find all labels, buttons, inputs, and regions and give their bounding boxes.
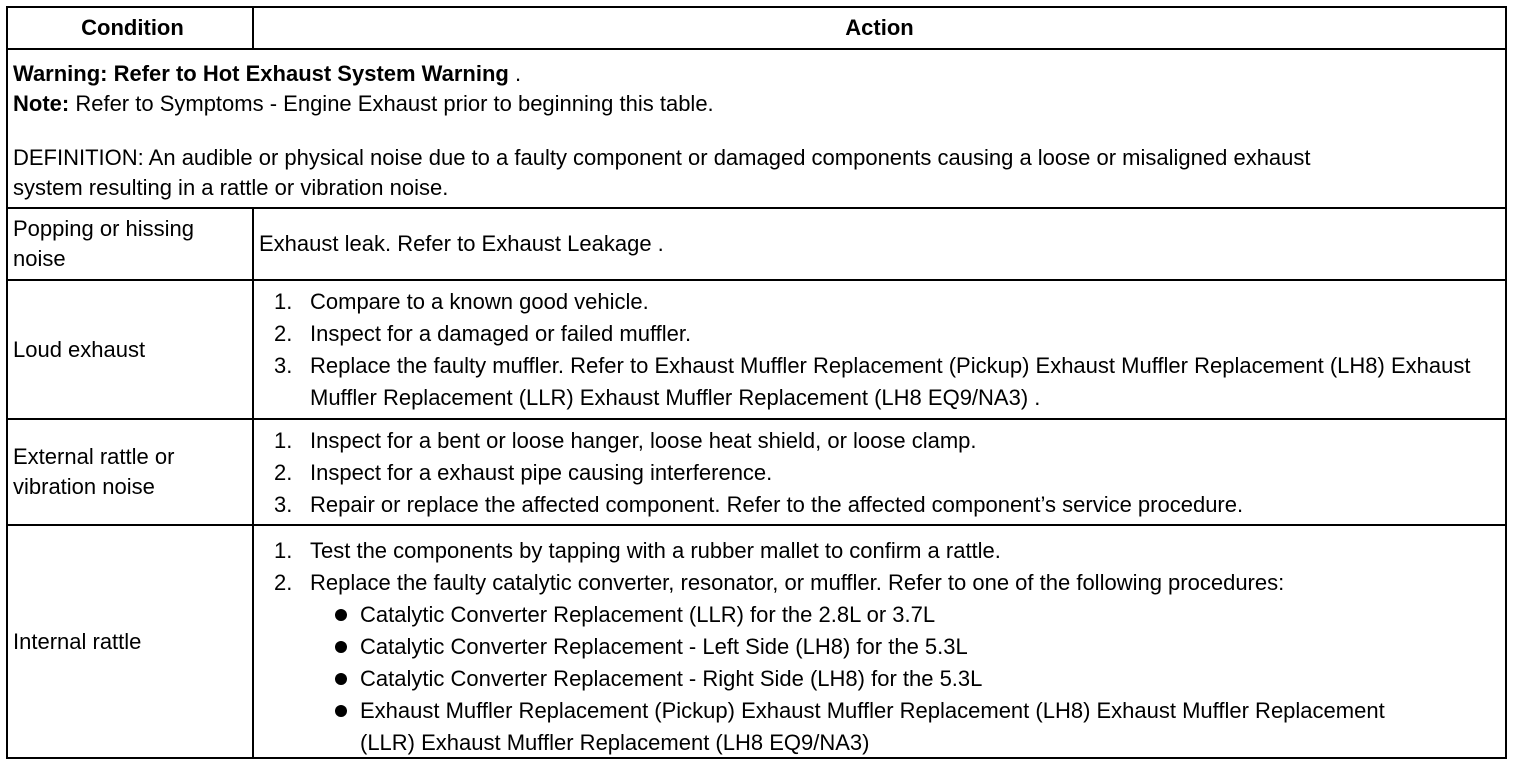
header-condition: Condition xyxy=(8,8,254,48)
step-text: Inspect for a exhaust pipe causing interference. xyxy=(310,460,773,485)
note-text: Refer to Symptoms - Engine Exhaust prior to beginning this table. xyxy=(69,91,714,116)
step-list xyxy=(254,535,1505,759)
step-text: Replace the faulty muffler. Refer to Exhaust Muffler Replacement (Pickup) Exhaust Muffler Replacement (LH8) Exhaust Muffler Replacement (LLR) Exhaust Muffler Replacement (LH8 EQ9/NA3) . xyxy=(310,353,1471,410)
definition-line-2: system resulting in a rattle or vibration noise. xyxy=(13,175,449,200)
step-list xyxy=(254,286,1505,414)
action-cell xyxy=(254,420,1505,524)
step-number: 1. xyxy=(274,289,293,314)
step-text: Test the components by tapping with a rubber mallet to confirm a rattle. xyxy=(310,538,1001,563)
procedure-item xyxy=(310,695,1505,759)
procedure-item xyxy=(310,599,1505,631)
warning-label: Warning: Refer to Hot Exhaust System Warning xyxy=(13,61,509,86)
step-item xyxy=(254,350,1505,414)
bullet-icon xyxy=(335,673,347,685)
procedure-item xyxy=(310,631,1505,663)
procedure-text: Exhaust Muffler Replacement (Pickup) Exhaust Muffler Replacement (LH8) Exhaust Muffler Replacement (LLR) Exhaust Muffler Replacement (LH8 EQ9/NA3) xyxy=(360,698,1385,755)
intro-row xyxy=(8,50,1505,209)
table-row xyxy=(8,209,1505,281)
condition-cell: Loud exhaust xyxy=(8,281,254,418)
table-header-row xyxy=(8,8,1505,50)
procedure-text: Catalytic Converter Replacement (LLR) for the 2.8L or 3.7L xyxy=(360,602,936,627)
step-text: Inspect for a bent or loose hanger, loose heat shield, or loose clamp. xyxy=(310,428,977,453)
condition-cell: Popping or hissing noise xyxy=(8,209,254,279)
diagnostic-table xyxy=(6,6,1507,759)
definition-line-1: DEFINITION: An audible or physical noise due to a faulty component or damaged components causing a loose or misaligned exhaust xyxy=(13,145,1311,170)
procedure-list xyxy=(310,599,1505,759)
step-number: 1. xyxy=(274,538,293,563)
note-line xyxy=(13,89,1505,119)
step-item xyxy=(254,286,1505,318)
step-text: Repair or replace the affected component. Refer to the affected component’s service procedure. xyxy=(310,492,1244,517)
step-number: 1. xyxy=(274,428,293,453)
step-number: 2. xyxy=(274,570,293,595)
step-number: 3. xyxy=(274,353,293,378)
step-item xyxy=(254,535,1505,567)
step-text: Replace the faulty catalytic converter, resonator, or muffler. Refer to one of the following procedures: xyxy=(310,570,1285,595)
bullet-icon xyxy=(335,609,347,621)
step-text: Inspect for a damaged or failed muffler. xyxy=(310,321,692,346)
table-row xyxy=(8,420,1505,526)
action-cell: Exhaust leak. Refer to Exhaust Leakage . xyxy=(259,231,664,256)
bullet-icon xyxy=(335,641,347,653)
header-action: Action xyxy=(845,15,914,40)
step-number: 2. xyxy=(274,321,293,346)
step-item xyxy=(254,318,1505,350)
action-cell xyxy=(254,281,1505,418)
step-text: Compare to a known good vehicle. xyxy=(310,289,649,314)
step-item xyxy=(254,425,1505,457)
table-row xyxy=(8,526,1505,757)
condition-cell: Internal rattle xyxy=(8,526,254,757)
procedure-text: Catalytic Converter Replacement - Left Side (LH8) for the 5.3L xyxy=(360,634,968,659)
warning-tail: . xyxy=(508,61,522,86)
procedure-item xyxy=(310,663,1505,695)
step-list xyxy=(254,425,1505,521)
step-item xyxy=(254,457,1505,489)
intro-cell xyxy=(8,50,1505,207)
procedure-text: Catalytic Converter Replacement - Right Side (LH8) for the 5.3L xyxy=(360,666,983,691)
step-item xyxy=(254,489,1505,521)
table-row xyxy=(8,281,1505,420)
step-number: 3. xyxy=(274,492,293,517)
warning-line xyxy=(13,59,1505,89)
step-number: 2. xyxy=(274,460,293,485)
bullet-icon xyxy=(335,705,347,717)
condition-cell: External rattle or vibration noise xyxy=(8,420,254,524)
action-cell xyxy=(254,526,1505,757)
note-label: Note: xyxy=(13,91,70,116)
step-item xyxy=(254,567,1505,759)
